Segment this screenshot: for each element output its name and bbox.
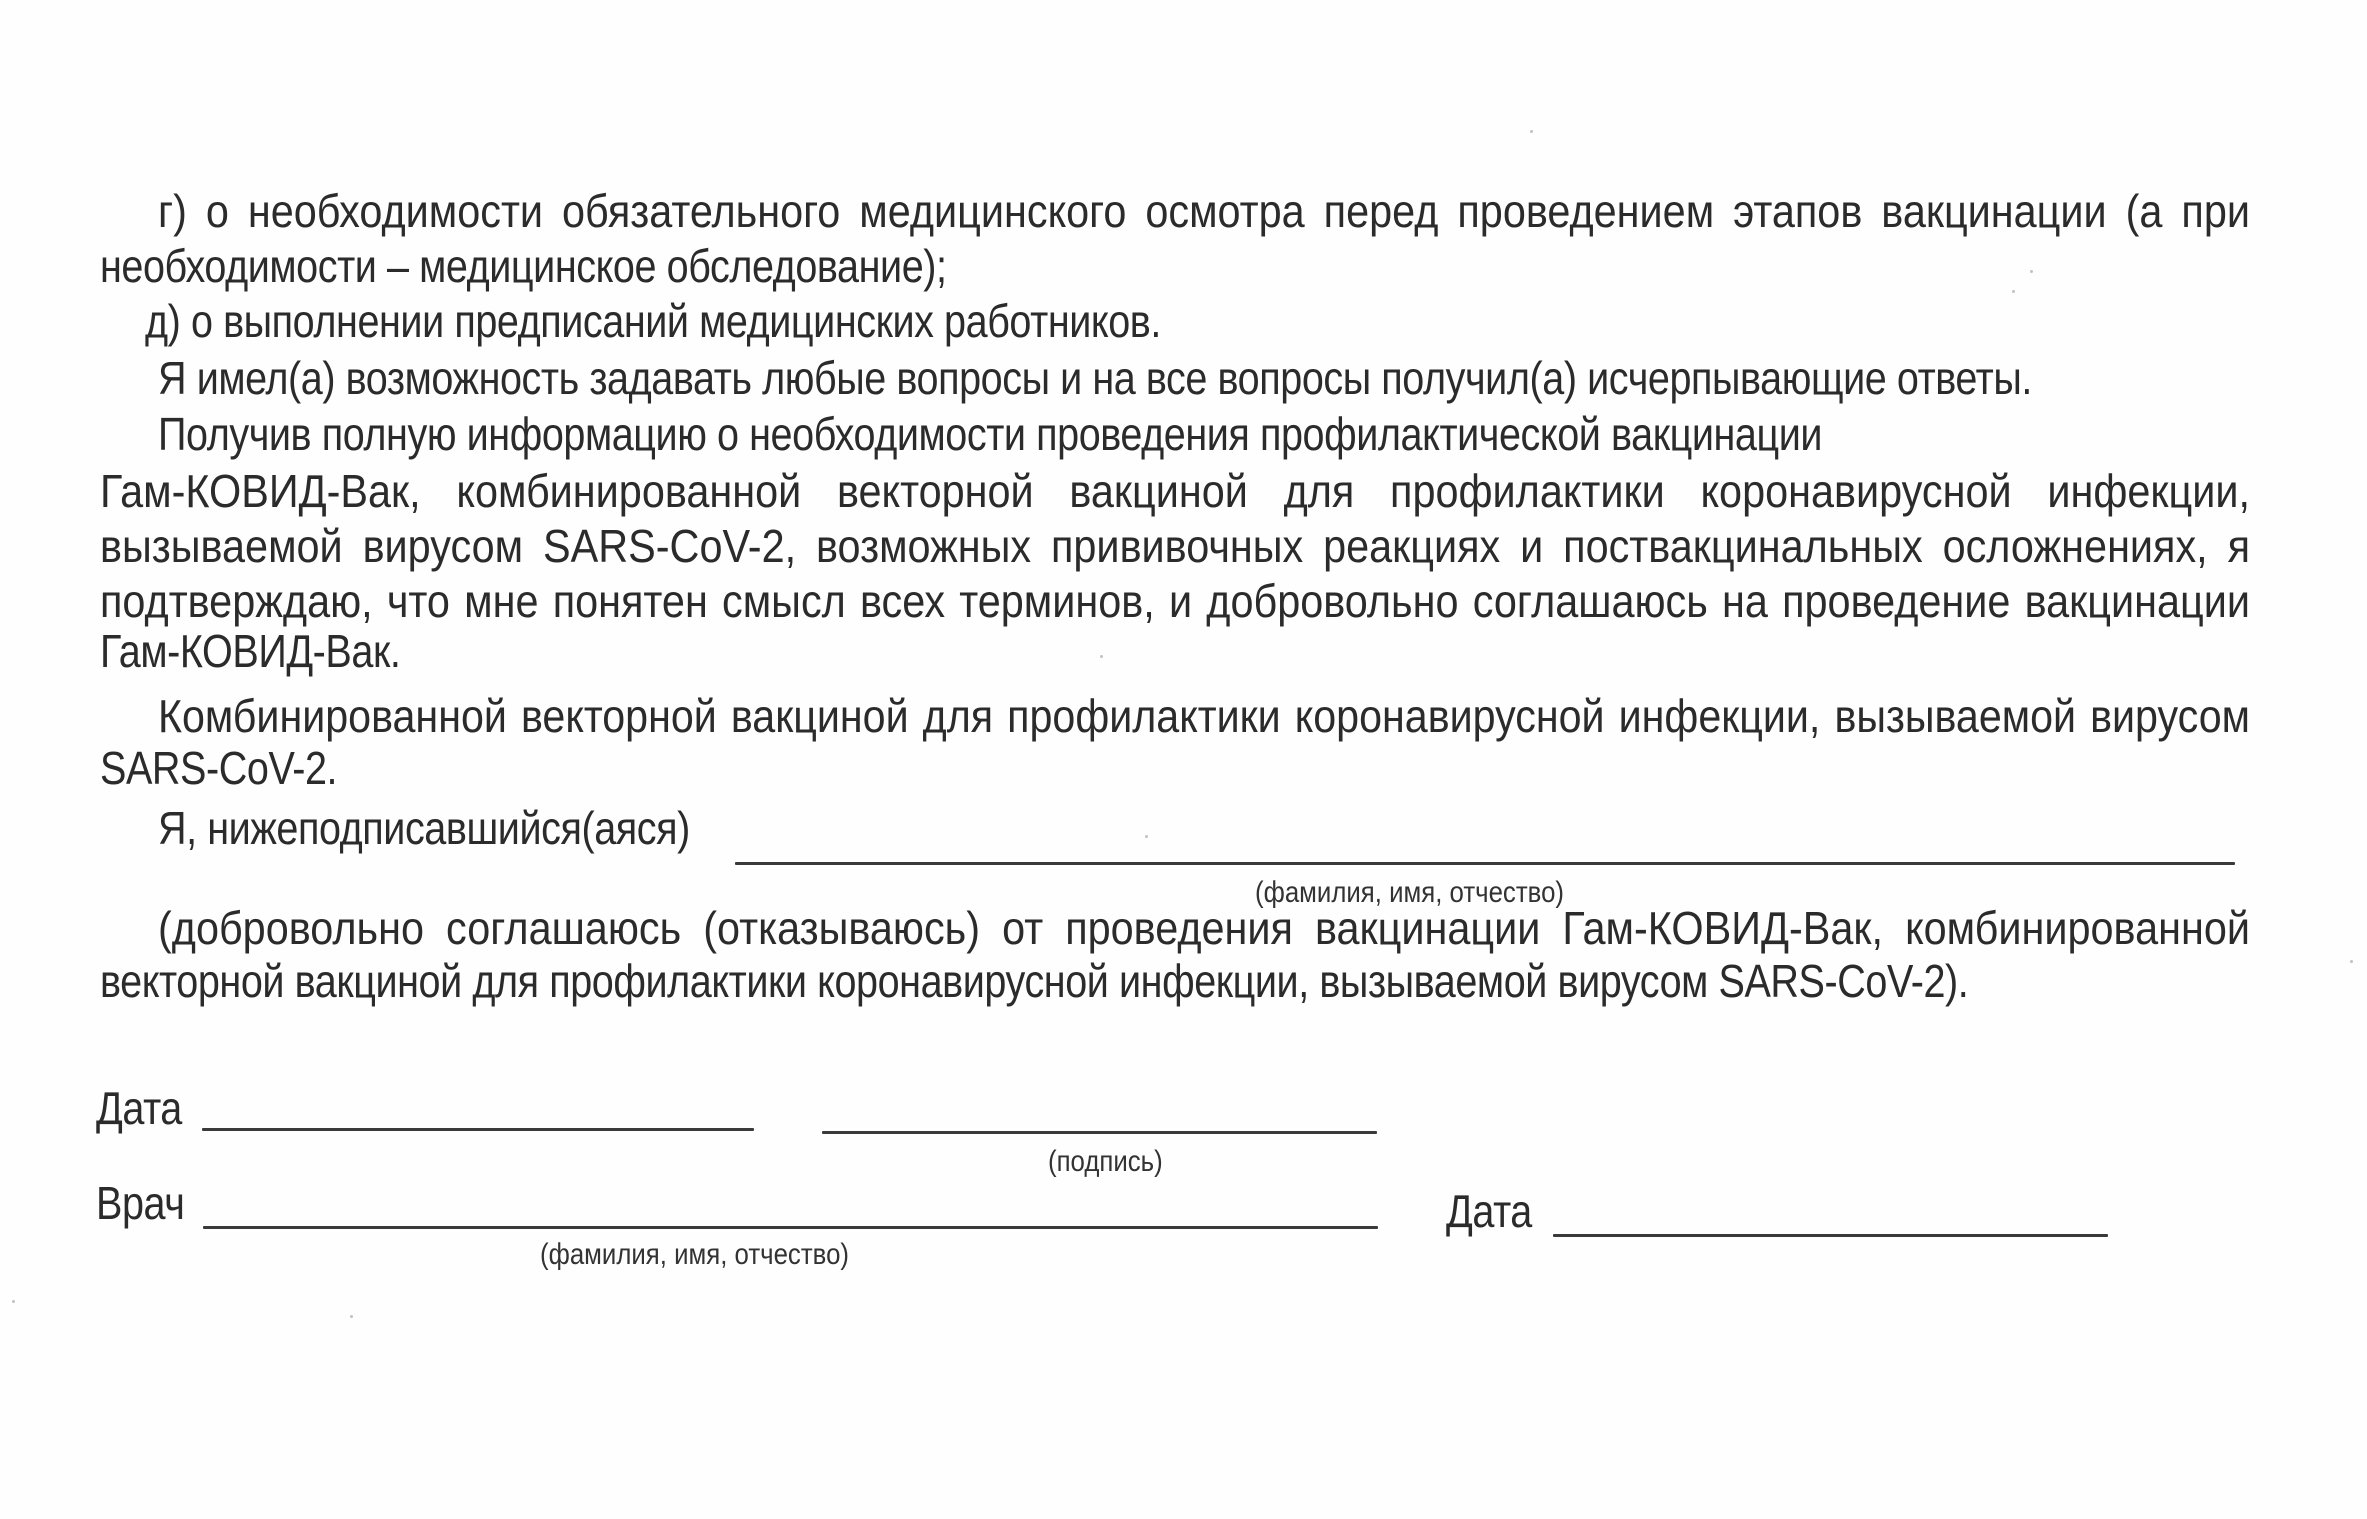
doctor-name-caption: (фамилия, имя, отчество) <box>540 1238 850 1271</box>
paragraph-g-line-2: необходимости – медицинское обследование); <box>100 240 947 292</box>
paragraph-d: д) о выполнении предписаний медицинских работников. <box>145 295 1161 347</box>
patient-signature-field[interactable] <box>822 1131 1377 1134</box>
vaccine-paragraph-line-1: Комбинированной векторной вакциной для профилактики коронавирусной инфекции, вызываемой вирусом <box>158 690 2250 742</box>
consent-paragraph-line-1: Получив полную информацию о необходимости проведения профилактической вакцинации <box>158 408 1823 460</box>
consent-paragraph-line-2: Гам-КОВИД-Вак, комбинированной векторной вакциной для профилактики коронавирусной инфекции, <box>100 465 2250 517</box>
doctor-name-field[interactable] <box>203 1226 1378 1229</box>
patient-date-label: Дата <box>96 1082 182 1134</box>
scan-speck <box>2012 290 2015 293</box>
patient-signature-caption: (подпись) <box>1048 1145 1163 1178</box>
agreement-paragraph-line-1: (добровольно соглашаюсь (отказываюсь) от проведения вакцинации Гам-КОВИД-Вак, комбинированной <box>158 902 2250 954</box>
paragraph-g-line-1: г) о необходимости обязательного медицинского осмотра перед проведением этапов вакцинации (а при <box>158 185 2250 237</box>
scan-speck <box>1100 655 1103 658</box>
doctor-label: Врач <box>96 1177 185 1229</box>
consent-paragraph-line-4: подтверждаю, что мне понятен смысл всех терминов, и добровольно соглашаюсь на проведение вакцинации <box>100 575 2250 627</box>
scan-speck <box>12 1300 15 1303</box>
scan-speck <box>2350 960 2353 963</box>
doctor-date-field[interactable] <box>1553 1234 2108 1237</box>
vaccine-paragraph-line-2: SARS-CoV-2. <box>100 742 338 794</box>
undersigned-name-field[interactable] <box>735 862 2235 865</box>
scan-speck <box>1530 130 1533 133</box>
patient-date-field[interactable] <box>202 1128 754 1131</box>
doctor-date-label: Дата <box>1446 1185 1532 1237</box>
questions-statement: Я имел(а) возможность задавать любые вопросы и на все вопросы получил(а) исчерпывающие ответы. <box>158 352 2032 404</box>
scan-speck <box>1145 835 1148 838</box>
agreement-paragraph-line-2: векторной вакциной для профилактики коронавирусной инфекции, вызываемой вирусом SARS-CoV-2). <box>100 955 1969 1007</box>
consent-paragraph-line-3: вызываемой вирусом SARS-CoV-2, возможных прививочных реакциях и поствакцинальных осложнениях, я <box>100 520 2250 572</box>
undersigned-label: Я, нижеподписавшийся(аяся) <box>158 802 690 854</box>
scan-speck <box>350 1315 353 1318</box>
undersigned-name-caption: (фамилия, имя, отчество) <box>1255 876 1565 909</box>
scan-speck <box>2030 270 2033 273</box>
consent-paragraph-line-5: Гам-КОВИД-Вак. <box>100 625 401 677</box>
